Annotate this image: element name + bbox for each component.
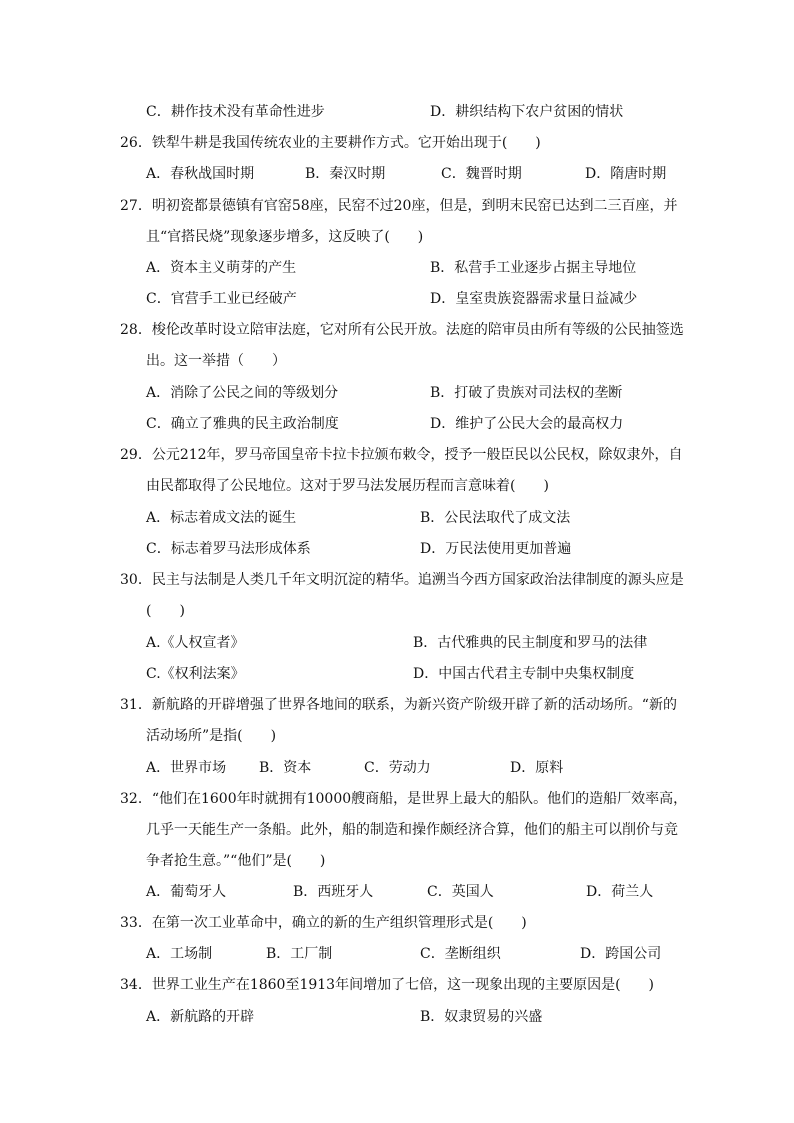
- q33-stem: 33．在第一次工业革命中，确立的新的生产组织管理形式是( ): [120, 915, 527, 931]
- q25-option-c[interactable]: C．耕作技术没有革命性进步: [146, 104, 325, 120]
- q30-options-row1: [0, 631, 794, 655]
- q30-stem-line2: ( ): [146, 603, 185, 619]
- q26-stem: 26．铁犁牛耕是我国传统农业的主要耕作方式。它开始出现于( ): [120, 135, 541, 151]
- q26-option-a[interactable]: A．春秋战国时期: [146, 166, 255, 182]
- q32-option-c[interactable]: C．英国人: [427, 884, 494, 900]
- q31-stem-line1: 31．新航路的开辟增强了世界各地间的联系，为新兴资产阶级开辟了新的活动场所。“新的: [120, 697, 677, 713]
- q32-option-a[interactable]: A．葡萄牙人: [146, 884, 227, 900]
- q28-option-b[interactable]: B．打破了贵族对司法权的垄断: [430, 385, 623, 401]
- q30-options-row2: [0, 662, 794, 686]
- q29-option-b[interactable]: B．公民法取代了成文法: [420, 510, 571, 526]
- q29-options-row2: [0, 537, 794, 561]
- q30-option-a[interactable]: A.《人权宣者》: [146, 635, 245, 651]
- q29-option-c[interactable]: C．标志着罗马法形成体系: [146, 541, 311, 557]
- q30-stem-line1: 30．民主与法制是人类几千年文明沉淀的精华。追溯当今西方国家政治法律制度的源头应是: [120, 572, 684, 588]
- q29-options-row1: [0, 506, 794, 530]
- q28-stem-line1: 28．梭伦改革时设立陪审法庭，它对所有公民开放。法庭的陪审员由所有等级的公民抽签选: [120, 322, 684, 338]
- q33-option-d[interactable]: D．跨国公司: [580, 946, 662, 962]
- q27-stem-line2: 且“官搭民烧”现象逐步增多，这反映了( ): [146, 229, 424, 245]
- q25-option-d[interactable]: D．耕织结构下农户贫困的情状: [430, 104, 624, 120]
- q32-option-d[interactable]: D．荷兰人: [586, 884, 654, 900]
- q26-option-c[interactable]: C．魏晋时期: [441, 166, 522, 182]
- q31-option-c[interactable]: C．劳动力: [364, 760, 431, 776]
- q27-option-d[interactable]: D．皇室贵族瓷器需求量日益减少: [430, 291, 638, 307]
- q26-option-b[interactable]: B．秦汉时期: [305, 166, 386, 182]
- q32-option-b[interactable]: B．西班牙人: [293, 884, 374, 900]
- q32-options: [0, 880, 794, 904]
- q34-option-a[interactable]: A．新航路的开辟: [146, 1009, 255, 1025]
- q28-options-row2: [0, 412, 794, 436]
- q34-options-row1: [0, 1005, 794, 1029]
- q26-option-d[interactable]: D．隋唐时期: [585, 166, 667, 182]
- q33-option-a[interactable]: A．工场制: [146, 946, 213, 962]
- q28-option-c[interactable]: C．确立了雅典的民主政治制度: [146, 416, 339, 432]
- q34-option-b[interactable]: B．奴隶贸易的兴盛: [420, 1009, 543, 1025]
- q31-option-a[interactable]: A．世界市场: [146, 760, 227, 776]
- q28-stem-line2: 出。这一举措（ ）: [146, 353, 286, 369]
- q29-stem-line2: 由民都取得了公民地位。这对于罗马法发展历程而言意味着( ): [146, 478, 549, 494]
- q27-options-row2: [0, 287, 794, 311]
- q28-option-d[interactable]: D．维护了公民大会的最高权力: [430, 416, 624, 432]
- q29-stem-line1: 29．公元212年，罗马帝国皇帝卡拉卡拉颁布敕令，授予一般臣民以公民权，除奴隶外，自: [120, 447, 683, 463]
- q25-options: [0, 100, 794, 124]
- q33-options: [0, 942, 794, 966]
- q31-stem-line2: 活动场所”是指( ): [146, 728, 277, 744]
- q28-option-a[interactable]: A．消除了公民之间的等级划分: [146, 385, 339, 401]
- q33-option-c[interactable]: C．垄断组织: [420, 946, 501, 962]
- q31-option-d[interactable]: D．原料: [510, 760, 564, 776]
- q32-stem-line3: 争者抢生意。”“他们”是( ): [146, 853, 326, 869]
- q33-option-b[interactable]: B．工厂制: [266, 946, 333, 962]
- q30-option-b[interactable]: B．古代雅典的民主制度和罗马的法律: [413, 635, 648, 651]
- q29-option-d[interactable]: D．万民法使用更加普遍: [420, 541, 572, 557]
- q27-options-row1: [0, 256, 794, 280]
- q27-stem-line1: 27．明初瓷都景德镇有官窑58座，民窑不过20座，但是，到明末民窑已达到二三百座，并: [120, 198, 678, 214]
- q26-options: [0, 162, 794, 186]
- q29-option-a[interactable]: A．标志着成文法的诞生: [146, 510, 297, 526]
- q31-options: [0, 756, 794, 780]
- q32-stem-line2: 几乎一天能生产一条船。此外，船的制造和操作颇经济合算，他们的船主可以削价与竞: [146, 822, 678, 838]
- q34-stem: 34．世界工业生产在1860至1913年间增加了七倍，这一现象出现的主要原因是( ): [120, 977, 654, 993]
- q30-option-c[interactable]: C.《权利法案》: [146, 666, 245, 682]
- q27-option-c[interactable]: C．官营手工业已经破产: [146, 291, 297, 307]
- q30-option-d[interactable]: D．中国古代君主专制中央集权制度: [413, 666, 635, 682]
- q31-option-b[interactable]: B．资本: [259, 760, 312, 776]
- q27-option-b[interactable]: B．私营手工业逐步占据主导地位: [430, 260, 637, 276]
- q27-option-a[interactable]: A．资本主义萌芽的产生: [146, 260, 297, 276]
- q32-stem-line1: 32．“他们在1600年时就拥有10000艘商船，是世界上最大的船队。他们的造船厂效率高，: [120, 791, 688, 807]
- q28-options-row1: [0, 381, 794, 405]
